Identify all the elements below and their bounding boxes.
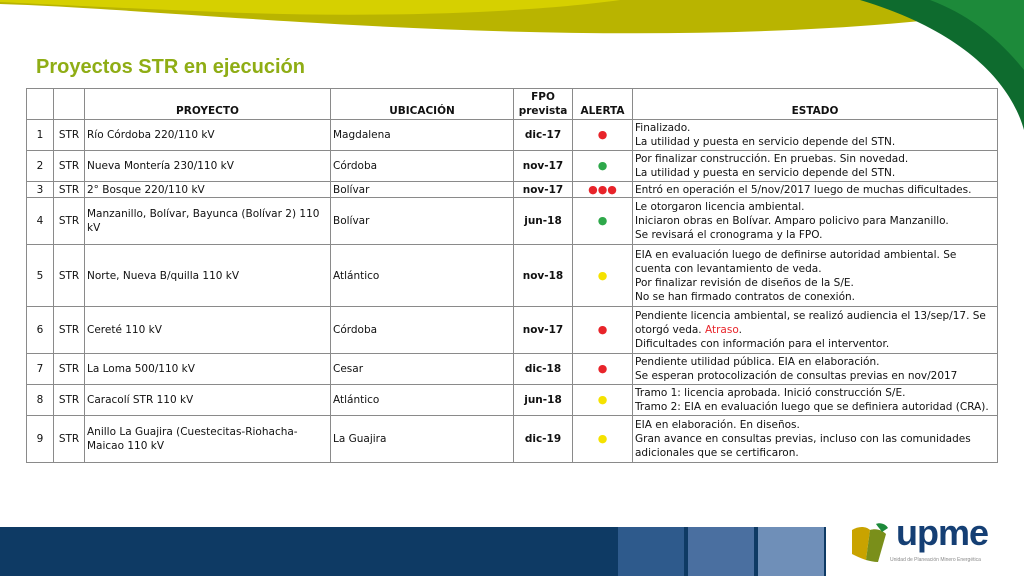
table-row <box>27 120 998 151</box>
status-line: Por finalizar construcción. En pruebas. Sin novedad. <box>635 153 909 165</box>
row-fpo-date: jun-18 <box>514 198 573 245</box>
status-line: Iniciaron obras en Bolívar. Amparo policivo para Manzanillo. <box>635 215 949 227</box>
header-fpo: FPO prevista <box>514 89 573 120</box>
row-fpo-date: dic-17 <box>514 120 573 151</box>
status-line: Dificultades con información para el interventor. <box>635 338 890 350</box>
row-location: Magdalena <box>331 120 514 151</box>
row-alert <box>573 151 633 182</box>
status-line: Por finalizar revisión de diseños de la S/E. <box>635 276 854 289</box>
row-fpo-date: nov-17 <box>514 151 573 182</box>
row-type: STR <box>54 151 85 182</box>
alert-indicator-icon: ● <box>597 393 608 406</box>
row-type: STR <box>54 198 85 245</box>
row-number: 5 <box>27 245 54 307</box>
header-type <box>54 89 85 120</box>
row-project: 2° Bosque 220/110 kV <box>85 182 331 198</box>
row-number: 3 <box>27 182 54 198</box>
row-fpo-date: jun-18 <box>514 385 573 416</box>
upme-logo-icon <box>848 520 890 566</box>
row-alert <box>573 385 633 416</box>
row-type: STR <box>54 307 85 354</box>
row-fpo-date: nov-18 <box>514 245 573 307</box>
header-num <box>27 89 54 120</box>
projects-table <box>26 88 998 463</box>
row-alert <box>573 182 633 198</box>
row-number: 9 <box>27 416 54 463</box>
header-estado: ESTADO <box>633 89 998 120</box>
alert-indicator-icon: ● <box>597 128 608 141</box>
row-location: Bolívar <box>331 198 514 245</box>
status-line: Finalizado. <box>635 122 691 134</box>
row-alert <box>573 416 633 463</box>
status-line: No se han firmado contratos de conexión. <box>635 290 856 303</box>
row-fpo-date: nov-17 <box>514 307 573 354</box>
status-line: Entró en operación el 5/nov/2017 luego de muchas dificultades. <box>635 183 972 196</box>
row-location: Bolívar <box>331 182 514 198</box>
row-alert <box>573 307 633 354</box>
row-status <box>633 307 998 354</box>
row-project: Anillo La Guajira (Cuestecitas-Riohacha-Maicao 110 kV <box>85 416 331 463</box>
row-status <box>633 385 998 416</box>
status-line: EIA en evaluación luego de definirse autoridad ambiental. Se cuenta con levantamiento de veda. <box>635 248 957 275</box>
table-row <box>27 245 998 307</box>
row-type: STR <box>54 120 85 151</box>
row-type: STR <box>54 354 85 385</box>
row-number: 2 <box>27 151 54 182</box>
status-line: Se esperan protocolización de consultas previas en nov/2017 <box>635 370 958 382</box>
row-number: 8 <box>27 385 54 416</box>
row-status <box>633 416 998 463</box>
table-row <box>27 198 998 245</box>
row-project: Norte, Nueva B/quilla 110 kV <box>85 245 331 307</box>
alert-indicator-icon: ● <box>597 362 608 375</box>
row-location: Córdoba <box>331 151 514 182</box>
row-alert <box>573 120 633 151</box>
row-alert <box>573 245 633 307</box>
row-status <box>633 198 998 245</box>
row-type: STR <box>54 416 85 463</box>
status-line: Tramo 1: licencia aprobada. Inició construcción S/E. <box>635 387 906 399</box>
alert-indicator-icon: ● <box>597 159 608 172</box>
row-project: Nueva Montería 230/110 kV <box>85 151 331 182</box>
logo-wordmark: upme <box>896 512 989 553</box>
row-status <box>633 182 998 198</box>
row-location: Atlántico <box>331 245 514 307</box>
delay-label: Atraso <box>704 324 739 336</box>
table-row <box>27 307 998 354</box>
row-type: STR <box>54 182 85 198</box>
row-number: 7 <box>27 354 54 385</box>
logo-subtitle: Unidad de Planeación Minero Energética <box>890 557 981 563</box>
status-line: Le otorgaron licencia ambiental. <box>635 201 805 213</box>
row-alert <box>573 198 633 245</box>
header-proyecto: PROYECTO <box>85 89 331 120</box>
row-alert <box>573 354 633 385</box>
row-status <box>633 354 998 385</box>
row-status <box>633 245 998 307</box>
row-location: La Guajira <box>331 416 514 463</box>
row-type: STR <box>54 385 85 416</box>
footer-square <box>618 527 684 576</box>
alert-indicator-icon: ● <box>597 323 608 336</box>
status-line: Gran avance en consultas previas, incluso con las comunidades adicionales que se certificaron. <box>635 433 971 459</box>
row-status <box>633 120 998 151</box>
table-row <box>27 182 998 198</box>
alert-indicator-icon: ● <box>597 268 608 282</box>
status-line: Tramo 2: EIA en evaluación luego que se definiera autoridad (CRA). <box>635 401 989 413</box>
page-title: Proyectos STR en ejecución <box>36 56 305 78</box>
status-line: Pendiente licencia ambiental, se realizó audiencia el 13/sep/17. Se otorgó veda. Atraso. <box>635 310 986 336</box>
row-fpo-date: nov-17 <box>514 182 573 198</box>
table-row <box>27 385 998 416</box>
row-fpo-date: dic-19 <box>514 416 573 463</box>
row-number: 6 <box>27 307 54 354</box>
table-header-row <box>27 89 998 120</box>
header-ubicacion: UBICACIÓN <box>331 89 514 120</box>
row-project: Manzanillo, Bolívar, Bayunca (Bolívar 2) 110 kV <box>85 198 331 245</box>
row-fpo-date: dic-18 <box>514 354 573 385</box>
alert-indicator-icon: ●●● <box>588 182 617 196</box>
table-row <box>27 151 998 182</box>
row-location: Cesar <box>331 354 514 385</box>
status-line: La utilidad y puesta en servicio depende del STN. <box>635 136 896 148</box>
status-line: La utilidad y puesta en servicio depende del STN. <box>635 167 896 179</box>
status-line: Se revisará el cronograma y la FPO. <box>635 229 823 241</box>
row-number: 4 <box>27 198 54 245</box>
row-type: STR <box>54 245 85 307</box>
row-status <box>633 151 998 182</box>
table-row <box>27 354 998 385</box>
row-project: Cereté 110 kV <box>85 307 331 354</box>
header-alerta: ALERTA <box>573 89 633 120</box>
row-location: Atlántico <box>331 385 514 416</box>
status-line: EIA en elaboración. En diseños. <box>635 419 800 431</box>
footer-square <box>758 527 824 576</box>
row-number: 1 <box>27 120 54 151</box>
footer-square <box>688 527 754 576</box>
row-location: Córdoba <box>331 307 514 354</box>
alert-indicator-icon: ● <box>597 432 608 445</box>
row-project: Río Córdoba 220/110 kV <box>85 120 331 151</box>
status-line: Pendiente utilidad pública. EIA en elaboración. <box>635 356 880 368</box>
alert-indicator-icon: ● <box>597 214 608 227</box>
table-row <box>27 416 998 463</box>
row-project: La Loma 500/110 kV <box>85 354 331 385</box>
row-project: Caracolí STR 110 kV <box>85 385 331 416</box>
